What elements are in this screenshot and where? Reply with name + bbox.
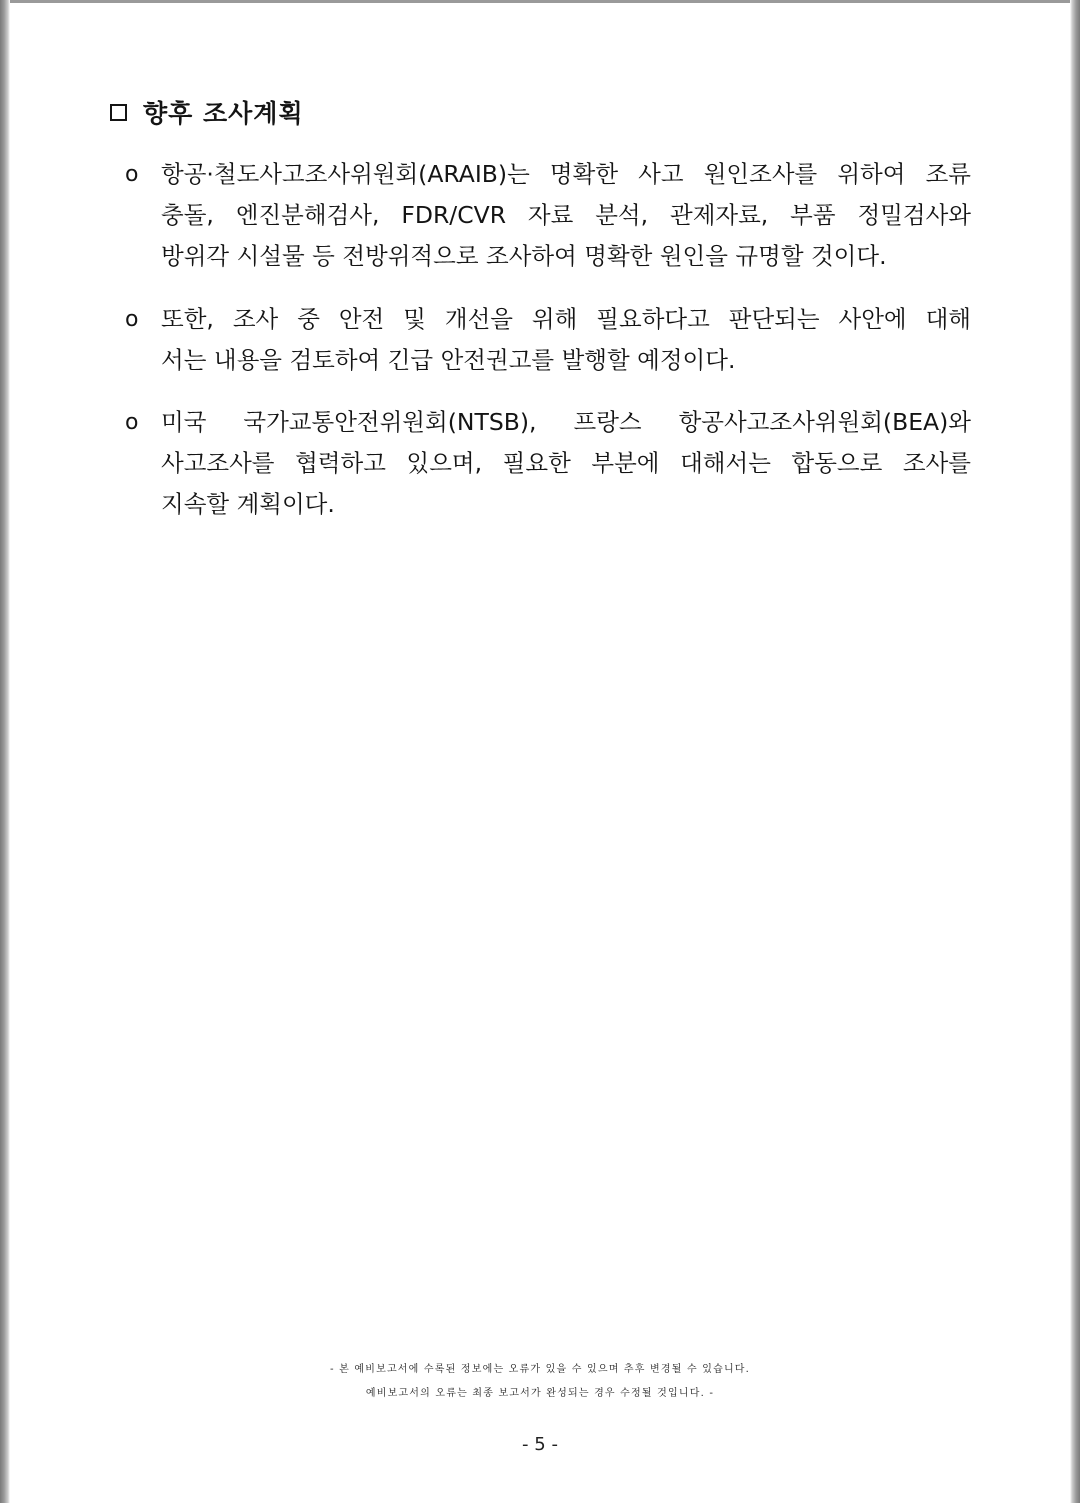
paragraph-line: 서는 내용을 검토하여 긴급 안전권고를 발행할 예정이다. [161,346,736,374]
page-number: - 5 - [522,1434,558,1455]
paragraph-line: 사고조사를 협력하고 있으며, 필요한 부분에 대해서는 합동으로 조사를 [161,449,971,477]
paragraph-line: 방위각 시설물 등 전방위적으로 조사하여 명확한 원인을 규명할 것이다. [161,242,887,270]
paragraph-3 [125,402,971,525]
page-top-edge [0,0,1080,3]
paragraph-1 [125,154,971,277]
paragraph-line: 미국 국가교통안전위원회(NTSB), 프랑스 항공사고조사위원회(BEA)와 [161,408,971,436]
section-title: 향후 조사계획 [143,99,304,128]
page-left-edge [0,0,10,1503]
page-right-edge [1070,0,1080,1503]
disclaimer-line-1: - 본 예비보고서에 수록된 정보에는 오류가 있을 수 있으며 추후 변경될 수 있습니다. [329,1364,751,1375]
paragraph-line: 항공·철도사고조사위원회(ARAIB)는 명확한 사고 원인조사를 위하여 조류 [161,160,971,188]
paragraph-line: 지속할 계획이다. [161,490,335,518]
paragraph-line: 충돌, 엔진분해검사, FDR/CVR 자료 분석, 관제자료, 부품 정밀검사와 [161,201,971,229]
checkbox-square-icon [110,104,127,121]
bullet-circle: o [125,307,139,332]
paragraph-2 [125,299,971,381]
bullet-circle: o [125,410,139,435]
bullet-circle: o [125,162,139,187]
disclaimer-line-2: 예비보고서의 오류는 최종 보고서가 완성되는 경우 수정될 것입니다. - [365,1388,715,1399]
paragraph-line: 또한, 조사 중 안전 및 개선을 위해 필요하다고 판단되는 사안에 대해 [161,305,971,333]
section-heading [110,94,304,130]
